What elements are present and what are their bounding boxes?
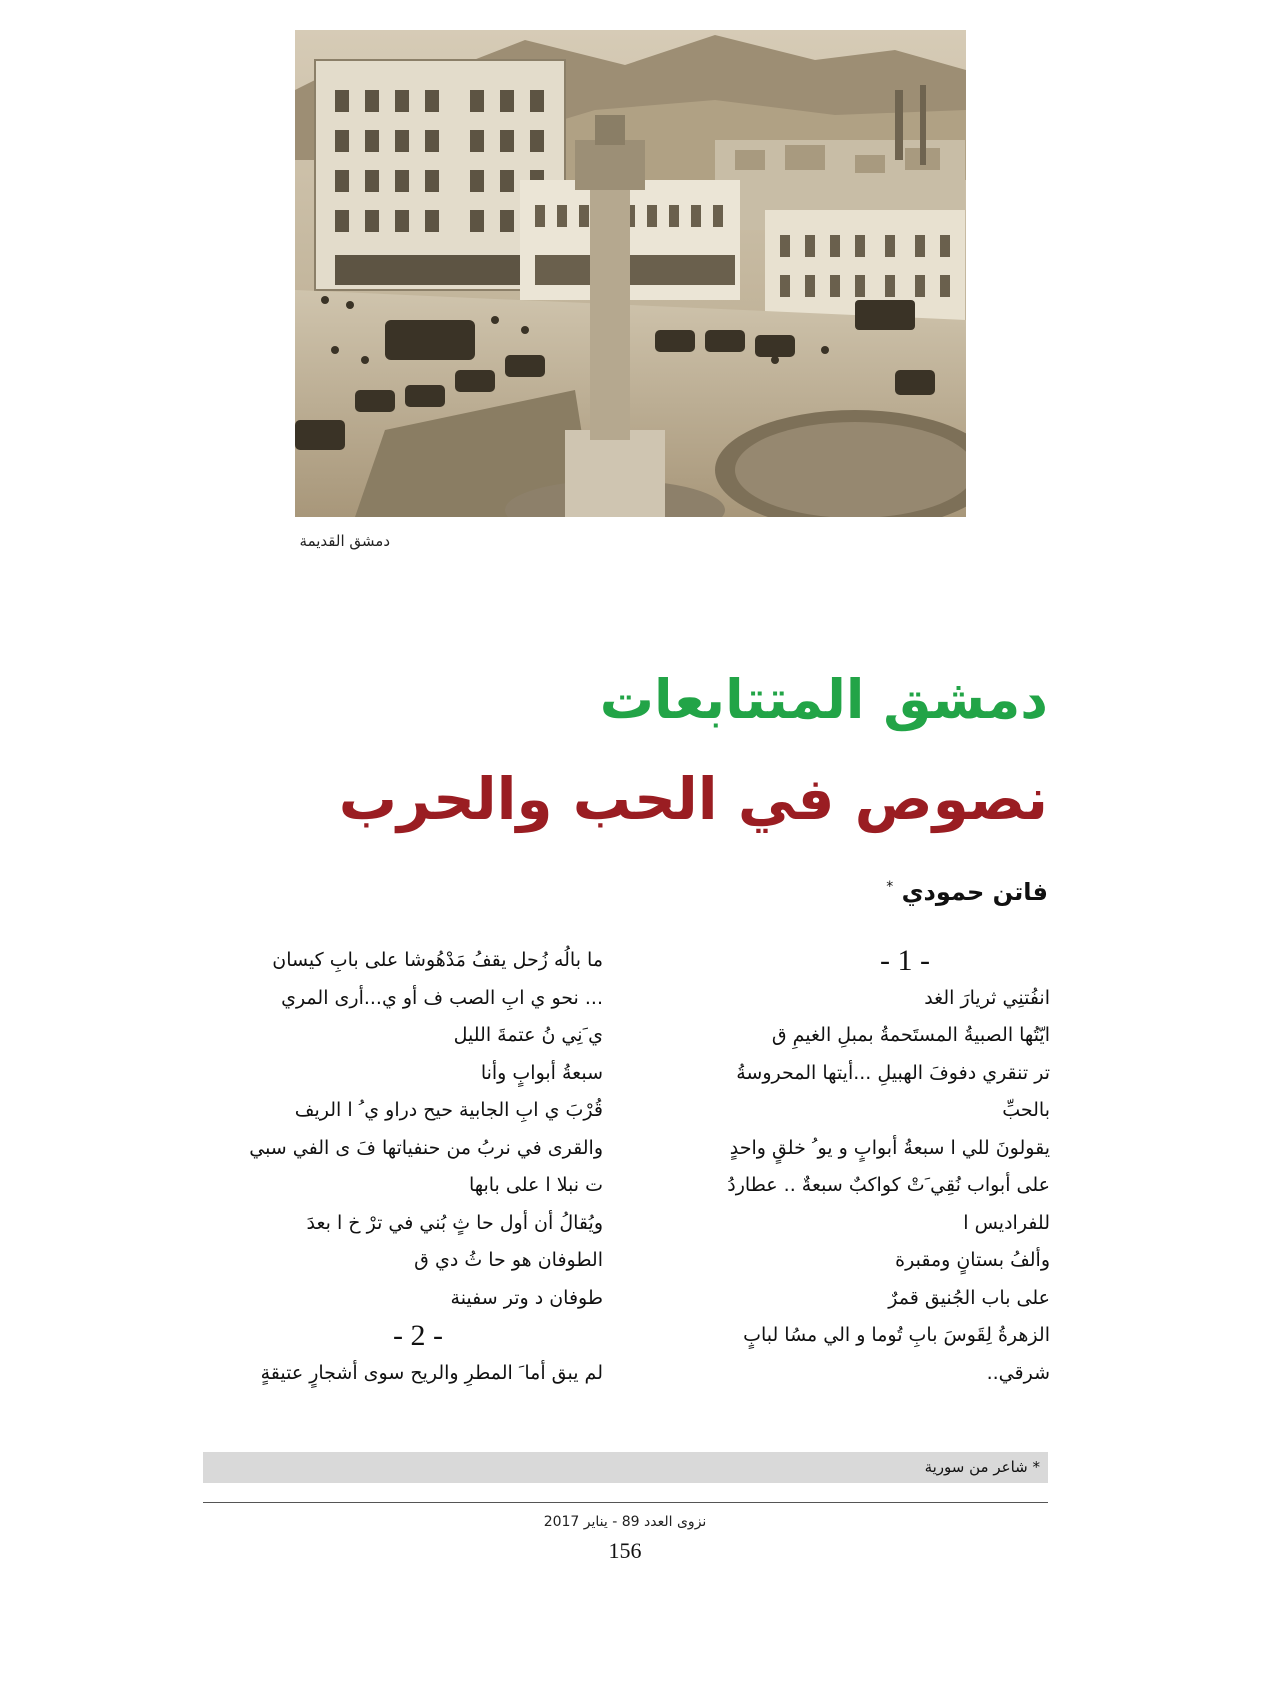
poem-line: قُرْبَ ي ابِ الجابية حيح دراو ي ُ ا الريف [294, 1099, 603, 1121]
poem-line: الطوفان هو حا ثُ دي ق [414, 1249, 603, 1271]
author-name [886, 878, 1048, 906]
poem-line: الزهرةُ لِقَوسَ بابِ تُوما و الي مسُا لبابٍ [743, 1324, 1050, 1346]
author-footnote-mark: * [886, 879, 894, 895]
poem-line: على أبواب نُقِي َتْ كواكبٌ سبعةٌ .. عطاردُ [727, 1174, 1050, 1196]
poem-line: سبعةُ أبوابٍ وأنا [480, 1061, 603, 1084]
poem-line: شرقي.. [986, 1361, 1050, 1384]
poem-column-left [200, 942, 603, 1392]
author-name-text: فاتن حمودي [901, 878, 1048, 906]
poem-line: يقولونَ للي ا سبعةُ أبوابٍ و يو ُ خلقٍ واحدٍ [729, 1136, 1050, 1159]
poem-line: ويُقالُ أن أول حا ثٍ بُني في ترْ خ ا بعدَ [306, 1211, 603, 1234]
poem-line: ... نحو ي ابِ الصب ف أو ي...أرى المري [281, 986, 603, 1009]
footnote: * شاعر من سورية [203, 1452, 1048, 1483]
poem-line: لم يبق أما َ المطرِ والريح سوى أشجارٍ عتيقةٍ [260, 1361, 603, 1384]
article-title-line1: دمشق المتتابعات [599, 668, 1048, 731]
poem-line: تر تنقري دفوفَ الهبيلِ ...أيتها المحروسةُ [736, 1061, 1050, 1084]
poem-column-right [645, 942, 1050, 1392]
poem-line: ما بالُه زُحل يقفُ مَدْهُوشا على بابِ كيسان [272, 949, 603, 971]
sepia-city-square-photo-icon [295, 30, 966, 517]
poem-line: طوفان د وتر سفينة [450, 1286, 603, 1309]
poem-line: على باب الجُنيق قمرٌ [888, 1286, 1050, 1309]
article-title-line2: نصوص في الحب والحرب [338, 765, 1048, 833]
photo-caption: دمشق القديمة [299, 532, 390, 550]
poem-line: ايّتُها الصبيةُ المستَحمةُ بمبلِ الغيمِ ق [771, 1024, 1050, 1046]
poem-line: بالحبِّ [1002, 1099, 1050, 1121]
section-number: - 2 - [393, 1319, 443, 1352]
section-number: - 1 - [880, 944, 930, 977]
poem-line: انفُتنِي ثريارَ الغد [924, 986, 1050, 1009]
issue-footer: نزوى العدد 89 - يناير 2017 [543, 1514, 707, 1530]
footer-divider [203, 1502, 1048, 1503]
poem-line: ت نبلا ا على بابها [468, 1174, 603, 1196]
old-damascus-photo [295, 30, 966, 517]
poem-line: ي َنِي نُ عتمةَ الليل [453, 1024, 603, 1046]
poem-line: وألفُ بستانٍ ومقبرة [895, 1249, 1050, 1271]
page-number: 156 [608, 1538, 642, 1563]
poem-line: والقرى في نربُ من حنفياتها فَ ى الفي سبي [249, 1136, 603, 1159]
poem-line: للفراديس ا [963, 1211, 1050, 1234]
